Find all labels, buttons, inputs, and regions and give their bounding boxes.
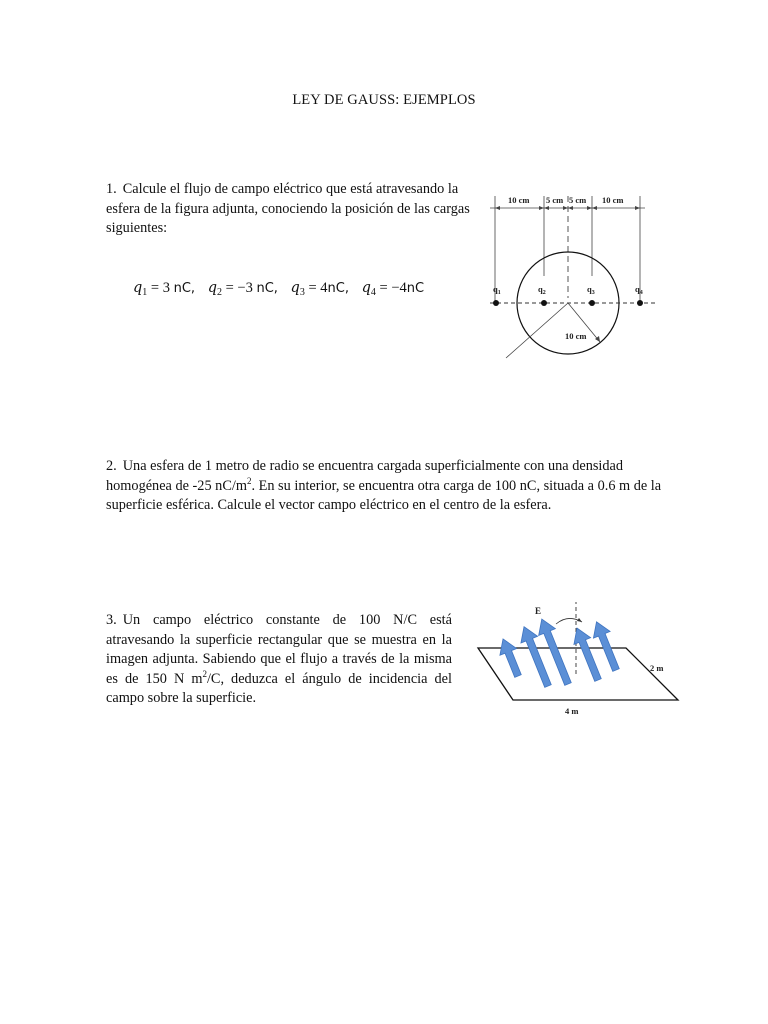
problem-2-number: 2.	[106, 458, 117, 474]
problem-3-statement: 3. Un campo eléctrico constante de 100 N/C está atravesando la superficie rectangular que se muestra en la imagen adjunta. Sabiendo que el flujo a través de la misma es de 150 N $m^2/C$, deduzca el ángulo de incidencia del campo sobre la superficie.	[106, 612, 452, 706]
problem-1-text: Calcule el flujo de campo eléctrico que está atravesando la esfera de la figura adjunta, conociendo la posición de las cargas siguientes:	[106, 181, 470, 236]
problem-1-number: 1.	[106, 181, 117, 197]
problem-3-number: 3.	[106, 612, 117, 628]
problem-2-statement: 2. Una esfera de 1 metro de radio se encuentra cargada superficialmente con una densidad homogénea de -25 $nC/m^2$. En su interior, se encuentra otra carga de 100 nC, situada a 0.6 m de la superficie esférica. Calcule el vector campo eléctrico en el centro de la esfera.	[106, 458, 662, 513]
sphere-charges-figure	[484, 186, 664, 362]
label-q4: $q_4$	[635, 284, 643, 296]
charge-q1: $q_1 = 3$ nC,	[133, 280, 196, 298]
label-q3: $q_3$	[587, 284, 595, 296]
field-arrow-3	[533, 616, 576, 688]
page-title: LEY DE GAUSS: EJEMPLOS	[292, 92, 476, 108]
charge-dot-q1	[493, 300, 499, 306]
dim-label-d: 10 cm	[602, 195, 624, 205]
field-label: E	[535, 606, 542, 616]
charge-dot-q4	[637, 300, 643, 306]
label-q1: $q_1$	[493, 284, 501, 296]
base-label: 4 m	[565, 706, 579, 716]
radius-extension	[506, 303, 568, 358]
dim-label-c: 5 cm	[569, 195, 587, 205]
charge-dot-q2	[541, 300, 547, 306]
dim-label-b: 5 cm	[546, 195, 564, 205]
problem-1-statement	[106, 180, 474, 239]
angle-arc	[556, 618, 582, 624]
dim-label-a: 10 cm	[508, 195, 530, 205]
charges-equation	[133, 280, 463, 298]
label-q2: $q_2$	[538, 284, 546, 296]
charge-q3: $q_3 = 4nC$,	[290, 280, 349, 298]
side-label: 2 m	[650, 663, 664, 673]
charge-q4: $q_4 = -4nC$	[361, 280, 425, 298]
field-arrows	[495, 616, 625, 690]
charge-q2: $q_2 = -3$ nC,	[207, 280, 278, 298]
charge-dot-q3	[589, 300, 595, 306]
radius-label: 10 cm	[565, 331, 587, 341]
plane-field-figure	[468, 598, 686, 722]
